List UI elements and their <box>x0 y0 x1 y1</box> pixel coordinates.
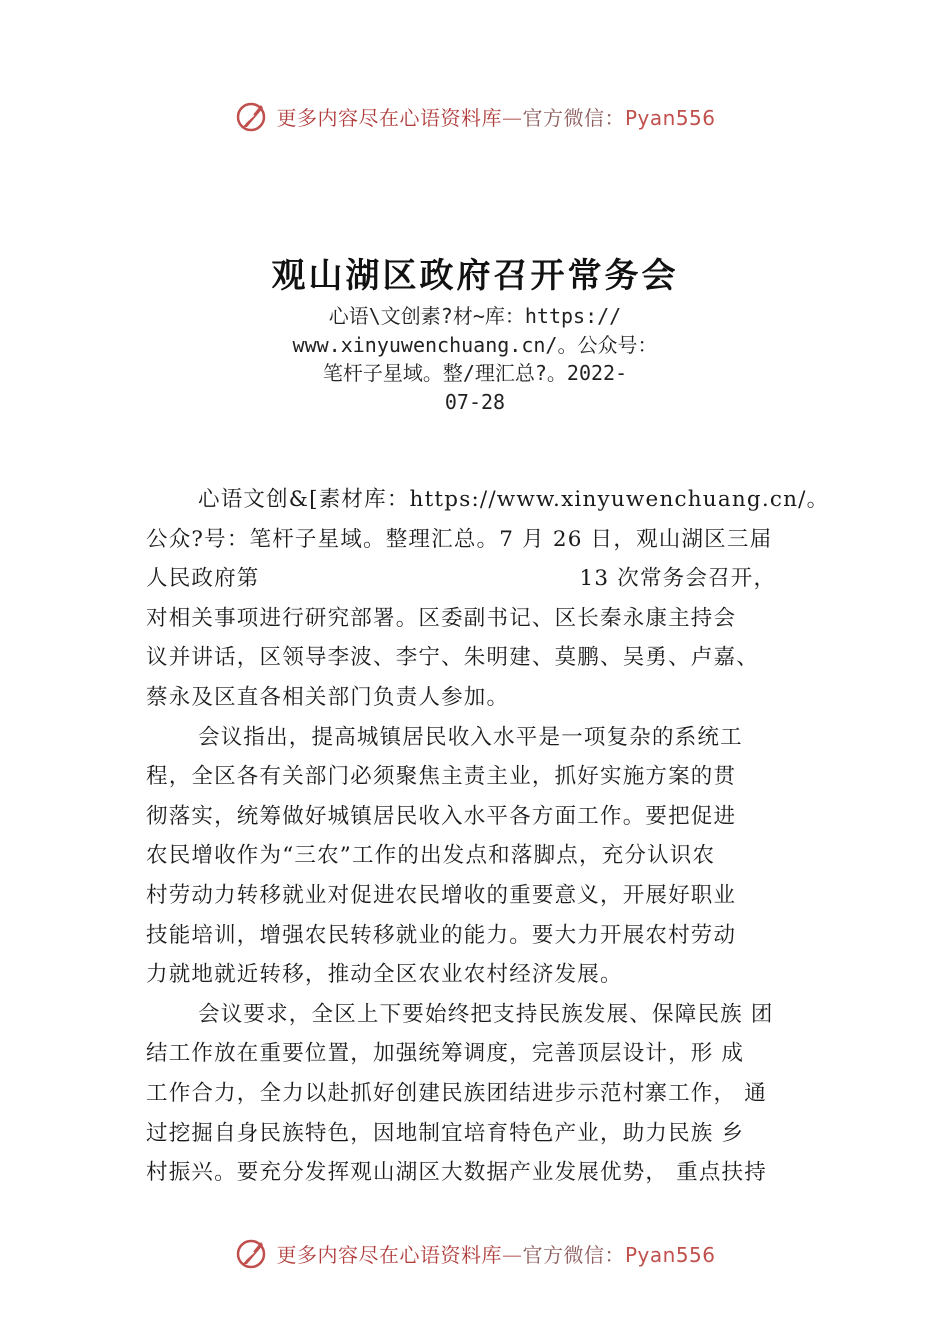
paragraph-line: 蔡永及区直各相关部门负责人参加。 <box>146 684 510 710</box>
paragraph-line: 工作合力，全力以赴抓好创建民族团结进步示范村寨工作， 通 <box>146 1080 767 1106</box>
header-banner <box>0 96 950 136</box>
paragraph-line: 彻落实，统筹做好城镇居民收入水平各方面工作。要把促进 <box>146 803 737 829</box>
paragraph-line: 过挖掘自身民族特色，因地制宜培育特色产业，助力民族 乡 <box>146 1120 745 1146</box>
subtitle-line: 笔杆子星域。整/理汇总?。2022- <box>322 361 628 385</box>
paragraph-line: 议并讲话，区领导李波、李宁、朱明建、莫鹏、吴勇、卢嘉、 <box>146 645 759 671</box>
paragraph-line: 程，全区各有关部门必须聚焦主责主业，抓好实施方案的贯 <box>146 764 737 790</box>
paragraph-fragment: 人民政府第 <box>146 566 260 592</box>
paragraph-line: 会议指出，提高城镇居民收入水平是一项复杂的系统工 <box>198 724 743 750</box>
footer-banner <box>0 1233 950 1273</box>
page-title: 观山湖区政府召开常务会 <box>271 256 679 296</box>
article-body <box>146 480 836 1193</box>
paragraph-line: 农民增收作为“三农”工作的出发点和落脚点，充分认识农 <box>146 843 716 869</box>
paragraph-line <box>146 559 836 599</box>
banner-text <box>276 1239 715 1268</box>
banner-dash: — <box>501 105 523 130</box>
banner-main-text: 更多内容尽在心语资料库 <box>276 105 502 130</box>
subtitle-block <box>265 302 685 416</box>
quill-pen-icon <box>234 99 268 133</box>
paragraph-line: 村振兴。要充分发挥观山湖区大数据产业发展优势， 重点扶持 <box>146 1160 767 1186</box>
banner-label: 官方微信： <box>522 1242 625 1267</box>
paragraph-line: 会议要求，全区上下要始终把支持民族发展、保障民族 团 <box>198 1001 774 1027</box>
banner-handle: Pyan556 <box>624 1242 716 1267</box>
quill-pen-icon <box>234 1236 268 1270</box>
banner-main-text: 更多内容尽在心语资料库 <box>276 1242 502 1267</box>
subtitle-line: 心语\文创素?材~库：https:// <box>328 304 622 328</box>
paragraph-line: 对相关事项进行研究部署。区委副书记、区长秦永康主持会 <box>146 605 737 631</box>
subtitle-line: www.xinyuwenchuang.cn/。公众号： <box>292 332 658 357</box>
subtitle-line: 07-28 <box>444 389 506 414</box>
paragraph-line: 技能培训，增强农民转移就业的能力。要大力开展农村劳动 <box>146 922 737 948</box>
paragraph-line: 结工作放在重要位置，加强统筹调度，完善顶层设计，形 成 <box>146 1041 745 1067</box>
banner-dash: — <box>501 1242 523 1267</box>
banner-handle: Pyan556 <box>624 105 716 130</box>
banner-label: 官方微信： <box>522 105 625 130</box>
paragraph-fragment: 13 次常务会召开， <box>579 566 777 592</box>
banner-text <box>276 102 715 131</box>
paragraph-line: 村劳动力转移就业对促进农民增收的重要意义，开展好职业 <box>146 882 737 908</box>
paragraph-line: 心语文创&[素材库：https://www.xinyuwenchuang.cn/。 <box>198 487 830 512</box>
paragraph-line: 公众?号：笔杆子星域。整理汇总。7 月 26 日，观山湖区三届 <box>146 526 773 552</box>
paragraph-line: 力就地就近转移，推动全区农业农村经济发展。 <box>146 962 623 988</box>
